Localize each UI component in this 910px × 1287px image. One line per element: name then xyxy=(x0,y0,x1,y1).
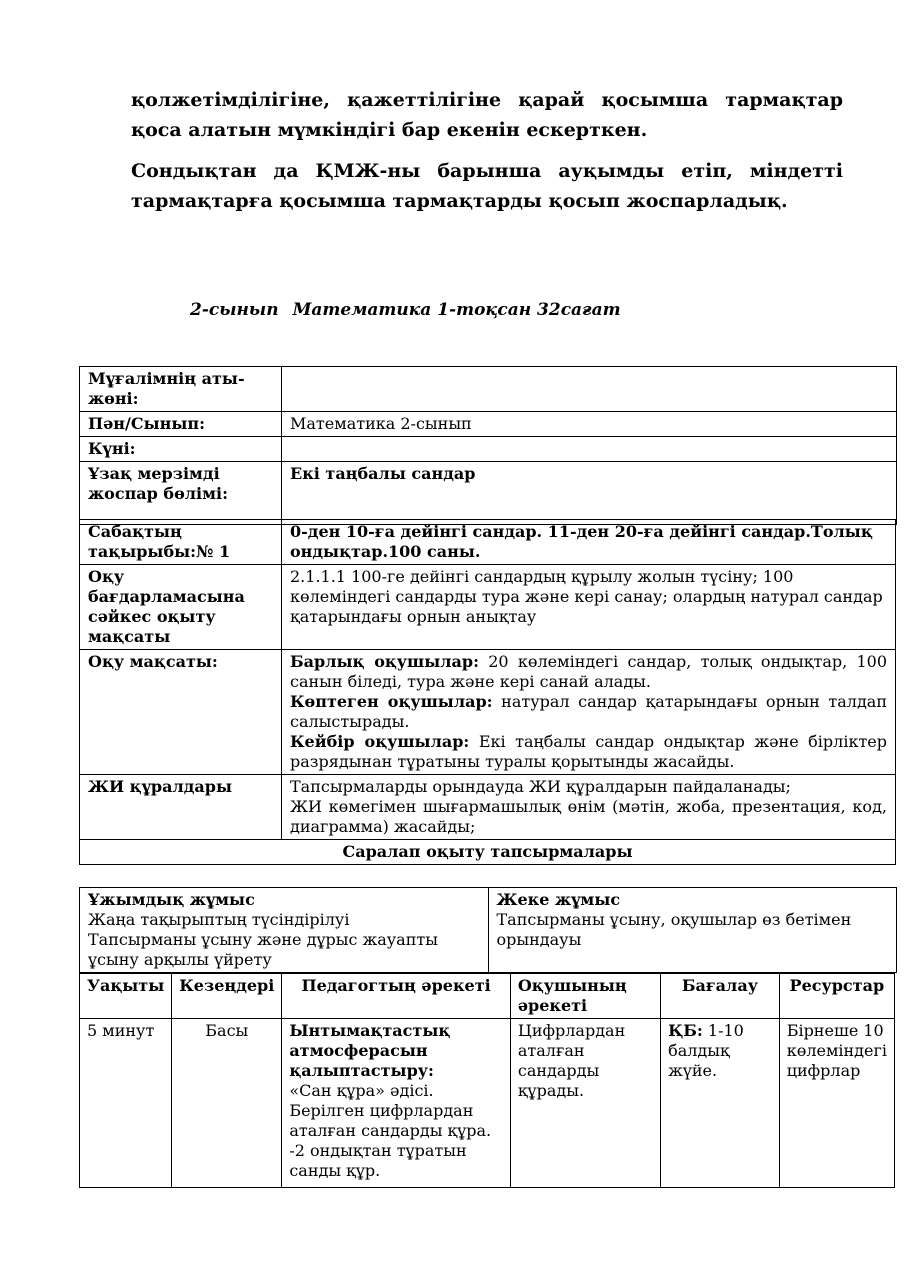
work-table xyxy=(79,887,897,973)
individual-work-cell xyxy=(488,888,897,973)
intro-paragraph-1: қолжетімділігіне, қажеттілігіне қарай қосымша тармақтар қоса алатын мүмкіндігі бар екенін ескерткен. xyxy=(131,89,843,141)
table-row xyxy=(80,888,897,973)
assessment-header: Бағалау xyxy=(661,974,780,1019)
teacher-action-line-1: «Сан құра» әдісі. xyxy=(289,1081,434,1100)
info-table xyxy=(79,366,897,525)
assessment-text: 1-10 балдық жүйе. xyxy=(668,1021,744,1080)
student-action-header: Оқушының әрекеті xyxy=(510,974,660,1019)
goal-all-text: 20 көлеміндегі сандар, толық ондықтар, 100 санын біледі, тура және кері санай алады. xyxy=(290,652,888,691)
topic-value: 0-ден 10-ға дейінгі сандар. 11-ден 20-ға дейінгі сандар.Толық ондықтар.100 саны. xyxy=(282,520,896,565)
table-row xyxy=(80,462,897,525)
table-row xyxy=(80,775,896,840)
table-row xyxy=(80,412,897,437)
goal-some-label: Кейбір оқушылар: xyxy=(290,732,470,751)
subject-value: Математика 2-сынып xyxy=(282,412,897,437)
intro-paragraph-2: Сондықтан да ҚМЖ-ны барынша ауқымды етіп, міндетті тармақтарға қосымша тармақтарды қосып жоспарладық. xyxy=(131,160,843,212)
table-row xyxy=(80,367,897,412)
teacher-action-line-3: -2 ондықтан тұратын санды құр. xyxy=(289,1141,467,1180)
group-work-title: Ұжымдық жұмыс xyxy=(88,890,255,909)
teacher-action-line-2: Берілген цифрлардан аталған сандарды құра. xyxy=(289,1101,492,1140)
goal-many-text: натурал сандар қатарындағы орнын талдап салыстырады. xyxy=(290,692,888,731)
group-work-line-2: Тапсырманы ұсыну және дұрыс жауапты ұсыну арқылы үйрету xyxy=(88,930,438,969)
goal-some xyxy=(290,732,887,772)
individual-work-text: Тапсырманы ұсыну, оқушылар өз бетімен орындауы xyxy=(496,910,852,949)
table-row xyxy=(80,565,896,650)
curriculum-value: 2.1.1.1 100-ге дейінгі сандардың құрылу жолын түсіну; 100 көлеміндегі сандарды тура және кері санау; олардың натурал сандар қатарындағы орнын анықтау xyxy=(282,565,896,650)
table-row xyxy=(80,1019,895,1188)
stage-header: Кезеңдері xyxy=(172,974,282,1019)
ai-tools-line-1: Тапсырмаларды орындауда ЖИ құралдарын пайдаланады; xyxy=(290,777,791,796)
table-row xyxy=(80,437,897,462)
time-header: Уақыты xyxy=(80,974,172,1019)
table-row xyxy=(80,650,896,775)
resources-cell: Бірнеше 10 көлеміндегі цифрлар xyxy=(779,1019,894,1188)
table-row xyxy=(80,840,896,865)
teacher-action-title: Ынтымақтастық атмосферасын қалыптастыру: xyxy=(289,1021,451,1080)
goals-label: Оқу мақсаты: xyxy=(80,650,282,775)
teacher-action-header: Педагогтың әрекеті xyxy=(282,974,511,1019)
group-work-cell xyxy=(80,888,489,973)
goals-value xyxy=(282,650,896,775)
topic-label: Сабақтың тақырыбы:№ 1 xyxy=(80,520,282,565)
subject-label: Пән/Сынып: xyxy=(80,412,282,437)
lesson-plan-table xyxy=(79,973,895,1188)
group-work-line-1: Жаңа тақырыптың түсіндірілуі xyxy=(88,910,350,929)
table-row xyxy=(80,520,896,565)
assessment-cell xyxy=(661,1019,780,1188)
individual-work-title: Жеке жұмыс xyxy=(496,890,621,909)
teacher-action-cell xyxy=(282,1019,511,1188)
time-cell: 5 минут xyxy=(80,1019,172,1188)
goal-many-label: Көптеген оқушылар: xyxy=(290,692,493,711)
heading-title: Математика 1-тоқсан 32сағат xyxy=(292,300,621,320)
goal-all xyxy=(290,652,887,692)
ai-tools-line-2: ЖИ көмегімен шығармашылық өнім (мәтін, жоба, презентация, код, диаграмма) жасайды; xyxy=(290,797,887,836)
heading-grade: 2-сынып xyxy=(190,300,279,320)
resources-header: Ресурстар xyxy=(779,974,894,1019)
stage-cell: Басы xyxy=(172,1019,282,1188)
ai-tools-label: ЖИ құралдары xyxy=(80,775,282,840)
lesson-heading xyxy=(190,300,621,320)
date-value xyxy=(282,437,897,462)
differentiation-header: Саралап оқыту тапсырмалары xyxy=(80,840,896,865)
date-label: Күні: xyxy=(80,437,282,462)
goal-all-label: Барлық оқушылар: xyxy=(290,652,479,671)
goal-many xyxy=(290,692,887,732)
plan-section-label: Ұзақ мерзімді жоспар бөлімі: xyxy=(80,462,282,525)
lesson-table xyxy=(79,519,896,865)
assessment-label: ҚБ: xyxy=(668,1021,703,1040)
table-header-row xyxy=(80,974,895,1019)
ai-tools-value xyxy=(282,775,896,840)
plan-section-value: Екі таңбалы сандар xyxy=(282,462,897,525)
teacher-label: Мұғалімнің аты-жөні: xyxy=(80,367,282,412)
student-action-cell: Цифрлардан аталған сандарды құрады. xyxy=(510,1019,660,1188)
teacher-value xyxy=(282,367,897,412)
goal-some-text: Екі таңбалы сандар ондықтар және бірліктер разрядынан тұратыны туралы қорытынды жасайды. xyxy=(290,732,888,771)
curriculum-label: Оқу бағдарламасына сәйкес оқыту мақсаты xyxy=(80,565,282,650)
